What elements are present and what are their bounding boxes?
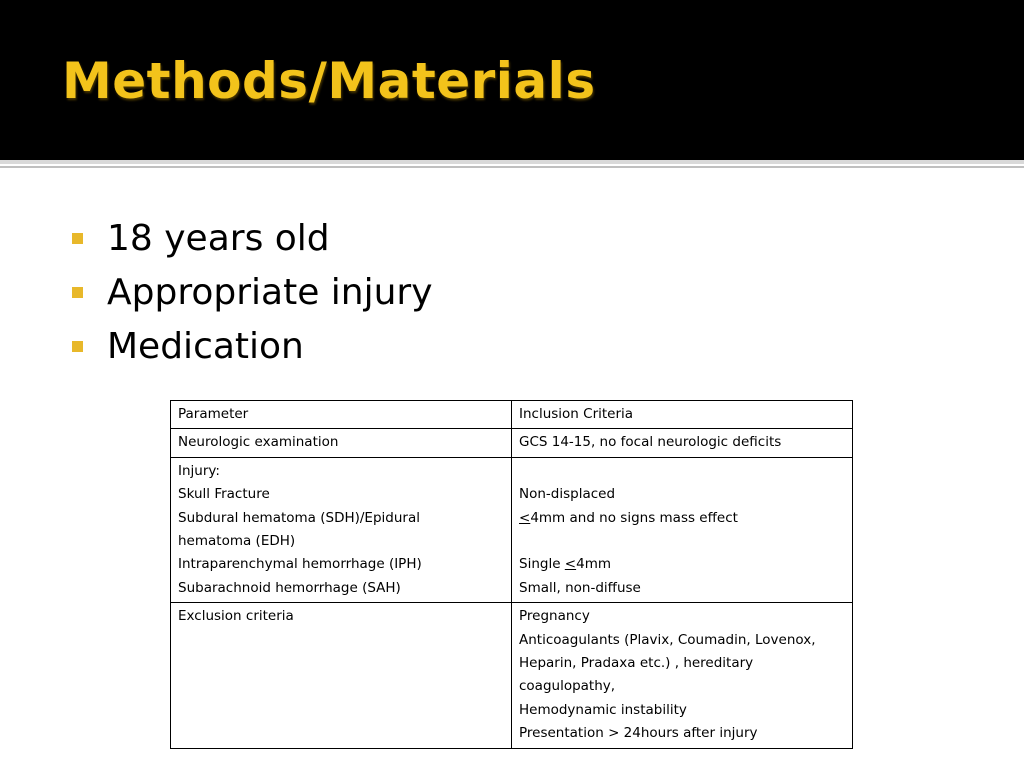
- title-bar: [0, 0, 1024, 160]
- cell-text: Single: [519, 556, 565, 573]
- table-row-exclusion: [171, 603, 853, 748]
- bullet-list: [72, 214, 433, 376]
- cell-line: Anticoagulants (Plavix, Coumadin, Lovenox,: [519, 631, 816, 648]
- cell-line: Heparin, Pradaxa etc.) , hereditary: [519, 655, 754, 672]
- bullet-text: Medication: [107, 326, 304, 367]
- table-cell-exclusion-list: [512, 603, 853, 748]
- table-cell-injury-criteria: [512, 457, 853, 602]
- bullet-item: [72, 322, 433, 376]
- bullet-item: [72, 268, 433, 322]
- cell-line: Small, non-diffuse: [519, 579, 641, 596]
- cell-line: Injury:: [178, 462, 220, 479]
- bullet-square-icon: [72, 341, 83, 352]
- cell-text: 4mm: [576, 556, 611, 573]
- cell-line: hematoma (EDH): [178, 533, 296, 550]
- cell-line-blank: [519, 460, 845, 483]
- slide-title: Methods/Materials: [62, 52, 596, 110]
- bullet-text: Appropriate injury: [107, 272, 433, 313]
- bullet-item: [72, 214, 433, 268]
- title-divider-thin: [0, 166, 1024, 168]
- bullet-text: 18 years old: [107, 218, 330, 259]
- table-row-neuro: [171, 429, 853, 457]
- cell-line: Intraparenchymal hemorrhage (IPH): [178, 556, 422, 573]
- cell-line: Pregnancy: [519, 608, 590, 625]
- table-cell: Exclusion criteria: [171, 603, 512, 748]
- table-cell: GCS 14-15, no focal neurologic deficits: [512, 429, 853, 457]
- table-row-injury: [171, 457, 853, 602]
- table-header-inclusion: Inclusion Criteria: [512, 401, 853, 429]
- cell-line: Non-displaced: [519, 486, 616, 503]
- cell-line: Hemodynamic instability: [519, 701, 687, 718]
- table-header-parameter: Parameter: [171, 401, 512, 429]
- cell-line: Skull Fracture: [178, 486, 270, 503]
- table-cell: Neurologic examination: [171, 429, 512, 457]
- title-divider: [0, 160, 1024, 164]
- bullet-square-icon: [72, 233, 83, 244]
- cell-line: Subarachnoid hemorrhage (SAH): [178, 579, 401, 596]
- cell-line-blank: [519, 530, 845, 553]
- cell-line: [519, 507, 845, 530]
- cell-line: [519, 553, 845, 576]
- criteria-table: [170, 400, 853, 749]
- lte-symbol: <: [519, 509, 531, 526]
- table-cell-injury-types: [171, 457, 512, 602]
- cell-line: Subdural hematoma (SDH)/Epidural: [178, 509, 420, 526]
- cell-line: coagulopathy,: [519, 678, 616, 695]
- cell-line: Presentation > 24hours after injury: [519, 725, 758, 742]
- bullet-square-icon: [72, 287, 83, 298]
- table-row-header: [171, 401, 853, 429]
- lte-symbol: <: [564, 556, 577, 573]
- cell-text: 4mm and no signs mass effect: [530, 509, 738, 526]
